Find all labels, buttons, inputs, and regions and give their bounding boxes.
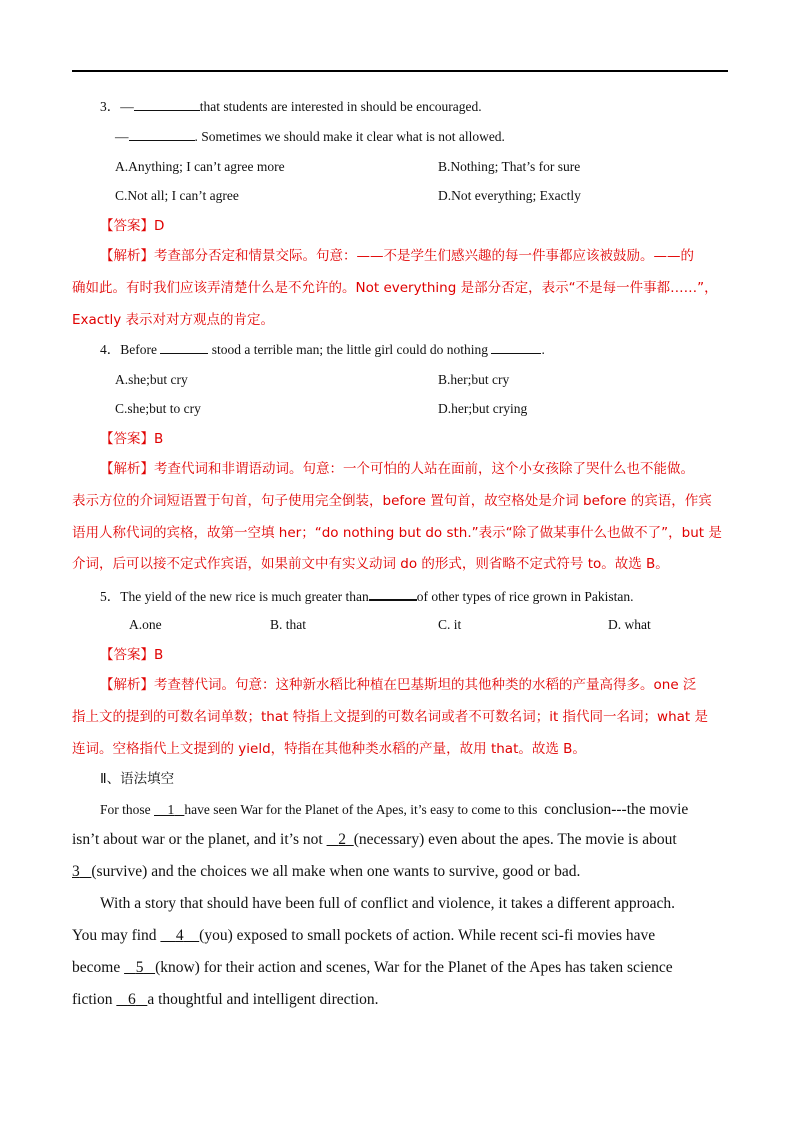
q3-option-a: A.Anything; I can’t agree more [115,159,285,174]
q4-blank-1 [160,341,208,354]
passage-line3 [72,862,580,882]
blank-2 [327,831,354,848]
q3-blank-2 [129,128,195,141]
blank-6 [116,991,147,1008]
blank-2-number: 2 [338,831,346,848]
q4-stem [100,341,545,359]
q3-stem-text-1: that students are interested in should be encouraged. [199,99,482,114]
q4-analysis-line1: 【解析】考查代词和非谓语动词。句意：一个可怕的人站在面前，这个小女孩除了哭什么也不能做。 [100,461,694,477]
q5-option-c: C. it [438,617,462,632]
passage-text: (know) for their action and scenes, War for the Planet of the Apes has taken science [155,959,673,976]
q5-stem-text-b: of other types of rice grown in Pakistan. [416,589,634,604]
blank-5 [124,959,155,976]
q4-analysis-line2: 表示方位的介词短语置于句首，句子使用完全倒装，before 置句首，故空格处是介词 before 的宾语，作宾 [72,493,712,509]
q4-analysis-line4: 介词，后可以接不定式作宾语，如果前文中有实义动词 do 的形式，则省略不定式符号 to。故选 B。 [72,556,669,572]
q3-option-d: D.Not everything; Exactly [438,188,581,203]
passage-text: isn’t about war or the planet, and it’s not [72,831,323,848]
passage-text: conclusion---the movie [544,801,689,818]
passage-text: become [72,959,121,976]
passage-line6 [72,958,673,978]
blank-1 [154,802,184,817]
q3-analysis-line1: 【解析】考查部分否定和情景交际。句意：——不是学生们感兴趣的每一件事都应该被鼓励。——的 [100,248,694,264]
q5-stem [100,587,633,606]
q3-answer: 【答案】D [100,218,165,234]
q4-option-d: D.her;but crying [438,401,528,416]
blank-3-number: 3 [72,863,80,880]
q3-number: 3． [100,99,121,114]
passage-line4: With a story that should have been full of conflict and violence, it takes a different approach. [100,895,675,912]
q5-option-d: D. what [608,617,651,632]
section-heading: Ⅱ、语法填空 [100,771,175,787]
passage-text: (you) exposed to small pockets of action. While recent sci-fi movies have [199,927,656,944]
passage-text: fiction [72,991,113,1008]
q5-analysis-line2: 指上文的提到的可数名词单数；that 特指上文提到的可数名词或者不可数名词；it 指代同一名词；what 是 [72,709,708,725]
blank-3 [72,863,91,880]
blank-4-number: 4 [175,927,184,944]
blank-4 [160,927,199,944]
passage-text: For those [100,802,151,817]
q3-analysis-line2: 确如此。有时我们应该弄清楚什么是不允许的。Not everything 是部分否定，表示“不是每一件事都……”， [72,280,718,296]
passage-text: (necessary) even about the apes. The movie is about [353,831,677,848]
q4-number: 4． [100,342,121,357]
header-rule [72,70,728,72]
q5-analysis-line3: 连词。空格指代上文提到的 yield，特指在其他种类水稻的产量，故用 that。故选 B。 [72,741,586,757]
q5-analysis-line1: 【解析】考查替代词。句意：这种新水稻比种植在巴基斯坦的其他种类的水稻的产量高得多。one 泛 [100,677,697,693]
q3-option-c: C.Not all; I can’t agree [115,188,239,203]
q5-option-a: A.one [129,617,162,632]
q4-blank-2 [491,341,541,354]
passage-line2 [72,830,677,850]
passage-line7 [72,990,379,1010]
passage-line5 [72,926,655,946]
q3-dash: — [120,99,134,114]
passage-text: You may find [72,927,157,944]
q3-stem-line2 [115,128,505,146]
q5-answer: 【答案】B [100,647,164,663]
q3-stem-text-2: . Sometimes we should make it clear what is not allowed. [194,129,505,144]
q4-stem-text-a: Before [120,342,157,357]
q5-number: 5． [100,589,121,604]
q3-stem-line1 [100,98,482,116]
q4-option-b: B.her;but cry [438,372,510,387]
q4-answer: 【答案】B [100,431,164,447]
q5-option-b: B. that [270,617,306,632]
q3-option-b: B.Nothing; That’s for sure [438,159,581,174]
q3-dash-2: — [115,129,129,144]
blank-1-number: 1 [167,802,175,817]
blank-6-number: 6 [127,991,136,1008]
q4-option-c: C.she;but to cry [115,401,201,416]
blank-5-number: 5 [135,959,144,976]
passage-text: a thoughtful and intelligent direction. [147,991,379,1008]
q4-analysis-line3: 语用人称代词的宾格，故第一空填 her；“do nothing but do sth.”表示“除了做某事什么也做不了”，but 是 [72,525,722,541]
passage-text: have seen War for the Planet of the Apes, it’s easy to come to this [184,802,538,817]
q4-option-a: A.she;but cry [115,372,188,387]
q4-stem-text-c: . [541,342,545,357]
passage-text: (survive) and the choices we all make when one wants to survive, good or bad. [91,863,581,880]
q3-analysis-line3: Exactly 表示对对方观点的肯定。 [72,312,275,328]
q5-stem-text-a: The yield of the new rice is much greater than [120,589,369,604]
passage-line1 [100,800,688,820]
q4-stem-text-b: stood a terrible man; the little girl could do nothing [211,342,489,357]
q3-blank-1 [134,98,200,111]
q5-blank [369,587,417,601]
